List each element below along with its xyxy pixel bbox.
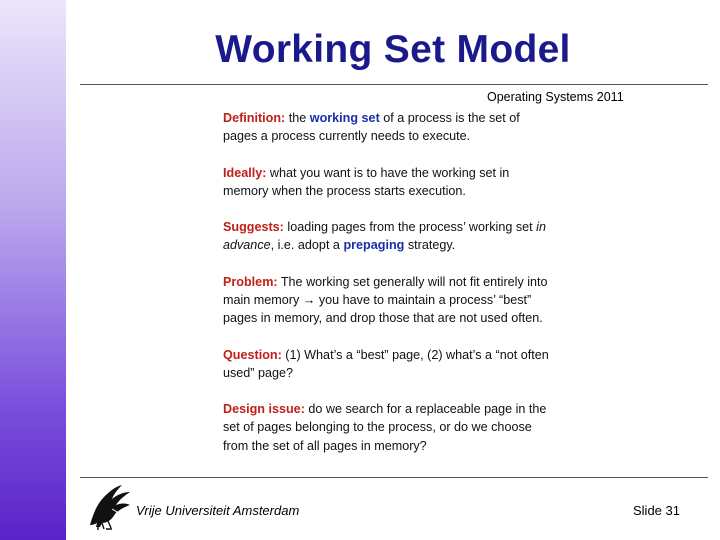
prepaging-highlight: prepaging (343, 238, 405, 253)
top-divider (80, 84, 708, 85)
design-issue-item (223, 400, 555, 455)
decorative-sidebar (0, 0, 66, 540)
university-prefix: Vrije Universiteit (136, 503, 233, 518)
bottom-divider (80, 477, 708, 478)
arrow-right-icon: → (302, 292, 316, 307)
slide-body (223, 109, 555, 473)
course-header: Operating Systems 2011 (487, 90, 624, 104)
ideally-term: Ideally: (223, 165, 267, 180)
university-city: Amsterdam (232, 503, 300, 518)
slide-title: Working Set Model (215, 28, 571, 71)
problem-item (223, 273, 555, 328)
question-term: Question: (223, 347, 282, 362)
university-name (136, 503, 299, 518)
griffin-logo-icon (84, 481, 134, 531)
suggests-text-c: strategy. (404, 238, 456, 253)
suggests-text-b: , i.e. adopt a (270, 238, 344, 253)
problem-term: Problem: (223, 274, 278, 289)
question-text: (1) What’s a “best” page, (2) what’s a “not often used” page? (223, 347, 549, 380)
definition-term: Definition: (223, 111, 286, 125)
in-advance-italic: in advance (223, 220, 546, 253)
definition-text-b: of a process is the set of pages a process currently needs to execute. (223, 111, 520, 144)
suggests-text-a: loading pages from the process’ working set (283, 220, 537, 235)
working-set-highlight: working set (309, 111, 380, 125)
problem-text-a: The working set generally will not fit entirely into main memory (223, 274, 548, 307)
ideally-item (223, 164, 555, 200)
problem-text-b: you have to maintain a process’ “best” pages in memory, and drop those that are not used often. (223, 292, 543, 326)
suggests-term: Suggests: (223, 220, 284, 235)
question-item (223, 346, 555, 382)
design-issue-text: do we search for a replaceable page in the set of pages belonging to the process, or do we choose from the set of all pages in memory? (223, 402, 547, 453)
definition-text-a: the (285, 111, 310, 125)
design-issue-term: Design issue: (223, 402, 305, 417)
definition-item (223, 109, 555, 145)
suggests-item (223, 218, 555, 254)
ideally-text: what you want is to have the working set in memory when the process starts execution. (223, 165, 510, 198)
slide-number: Slide 31 (633, 503, 680, 518)
